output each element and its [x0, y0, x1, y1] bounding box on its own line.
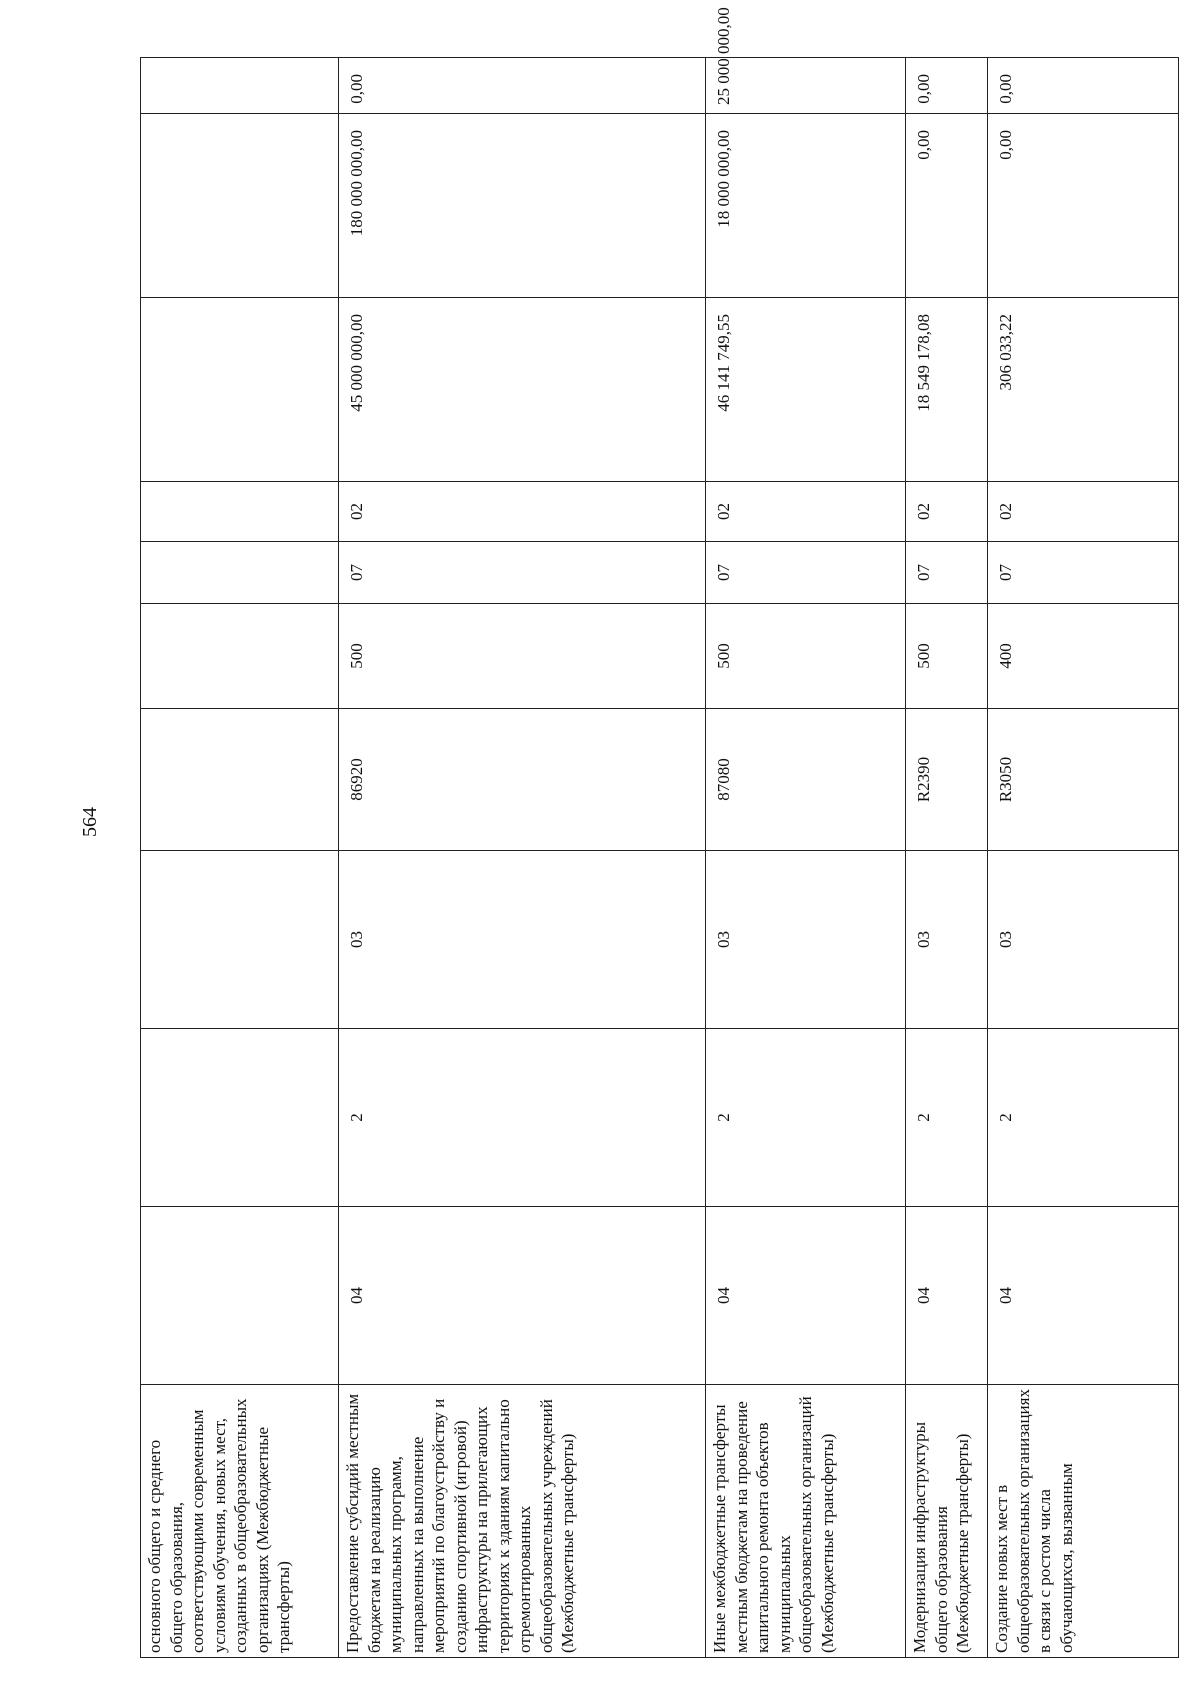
cell-code-3: 03	[706, 851, 906, 1029]
page-number: 564	[79, 807, 101, 837]
cell-code-4: R2390	[906, 709, 988, 851]
cell-amount-1: 306 033,22	[988, 298, 1179, 482]
cell-code-6: 07	[339, 542, 706, 604]
cell-amount-3	[141, 58, 339, 114]
cell-code-3: 03	[339, 851, 706, 1029]
cell-amount-1	[141, 298, 339, 482]
cell-amount-3: 25 000 000,00	[706, 58, 906, 114]
cell-amount-2	[141, 114, 339, 298]
cell-code-5	[141, 604, 339, 709]
cell-code-2: 2	[706, 1029, 906, 1207]
cell-code-2: 2	[339, 1029, 706, 1207]
cell-amount-2: 180 000 000,00	[339, 114, 706, 298]
cell-amount-2: 18 000 000,00	[706, 114, 906, 298]
cell-code-7: 02	[339, 482, 706, 542]
cell-code-7: 02	[706, 482, 906, 542]
cell-code-7	[141, 482, 339, 542]
cell-amount-2: 0,00	[988, 114, 1179, 298]
cell-code-2: 2	[988, 1029, 1179, 1207]
cell-code-7: 02	[988, 482, 1179, 542]
row-description: Предоставление субсидий местным бюджетам на реализацию муниципальных программ, направленных на выполнение мероприятий по благоустройству и созданию спортивной (игровой) инфраструктуры на прилегающих территориях к зданиям капитально отремонтированных общеобразовательных учреждений (Межбюджетные трансферты)	[339, 1385, 706, 1658]
cell-code-2: 2	[906, 1029, 988, 1207]
table-row	[988, 58, 1179, 1658]
cell-code-6: 07	[906, 542, 988, 604]
cell-code-1	[141, 1207, 339, 1385]
cell-code-6	[141, 542, 339, 604]
cell-code-4	[141, 709, 339, 851]
cell-amount-1: 46 141 749,55	[706, 298, 906, 482]
cell-code-3: 03	[906, 851, 988, 1029]
cell-code-4: 86920	[339, 709, 706, 851]
table-row	[706, 58, 906, 1658]
cell-code-1: 04	[706, 1207, 906, 1385]
cell-amount-1: 18 549 178,08	[906, 298, 988, 482]
table-row	[339, 58, 706, 1658]
row-description: Иные межбюджетные трансферты местным бюджетам на проведение капитального ремонта объектов муниципальных общеобразовательных организаций (Межбюджетные трансферты)	[706, 1385, 906, 1658]
budget-table	[140, 7, 1179, 1658]
cell-code-6: 07	[988, 542, 1179, 604]
cell-code-6: 07	[706, 542, 906, 604]
cell-code-5: 500	[906, 604, 988, 709]
cell-amount-1: 45 000 000,00	[339, 298, 706, 482]
row-description: Модернизация инфраструктуры общего образования (Межбюджетные трансферты)	[906, 1385, 988, 1658]
table-row	[141, 58, 339, 1658]
cell-amount-3: 0,00	[988, 58, 1179, 114]
cell-code-5: 500	[706, 604, 906, 709]
rotated-budget-table	[140, 7, 1178, 1658]
cell-code-1: 04	[906, 1207, 988, 1385]
cell-code-4: R3050	[988, 709, 1179, 851]
cell-amount-3: 0,00	[339, 58, 706, 114]
cell-code-5: 500	[339, 604, 706, 709]
row-description: Создание новых мест в общеобразовательных организациях в связи с ростом числа обучающихся, вызванным	[988, 1385, 1179, 1658]
cell-code-3: 03	[988, 851, 1179, 1029]
cell-amount-2: 0,00	[906, 114, 988, 298]
cell-code-5: 400	[988, 604, 1179, 709]
cell-code-7: 02	[906, 482, 988, 542]
cell-code-1: 04	[988, 1207, 1179, 1385]
cell-code-2	[141, 1029, 339, 1207]
cell-code-4: 87080	[706, 709, 906, 851]
cell-code-1: 04	[339, 1207, 706, 1385]
cell-code-3	[141, 851, 339, 1029]
table-row	[906, 58, 988, 1658]
row-description: основного общего и среднего общего образования, соответствующими современным условиям обучения, новых мест, созданных в общеобразовательных организациях (Межбюджетные трансферты)	[141, 1385, 339, 1658]
cell-amount-3: 0,00	[906, 58, 988, 114]
